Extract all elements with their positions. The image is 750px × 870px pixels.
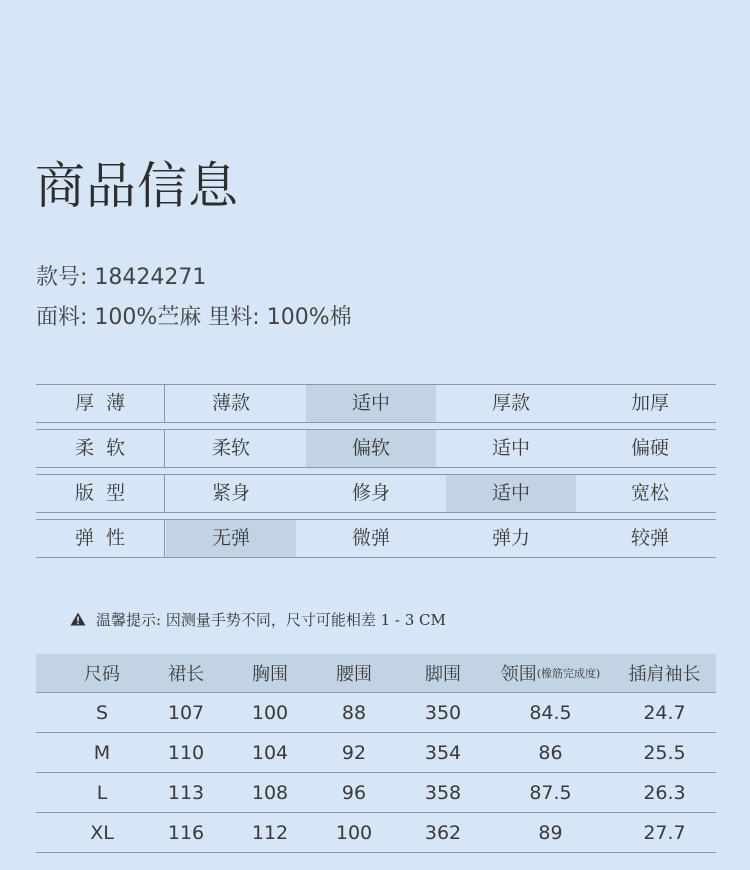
attr-label: 弹性 xyxy=(36,520,165,557)
table-cell: 113 xyxy=(167,781,205,804)
attr-option: 薄款 xyxy=(211,392,250,414)
attr-option-selected: 无弹 xyxy=(166,520,296,557)
attr-option: 适中 xyxy=(491,437,530,459)
attr-row-elasticity xyxy=(36,519,716,558)
table-cell: 350 xyxy=(424,701,462,724)
attr-option: 柔软 xyxy=(211,437,250,459)
table-row xyxy=(36,773,716,813)
header-skirt-length: 裙长 xyxy=(168,664,204,685)
table-cell: 87.5 xyxy=(529,781,572,804)
table-cell: 358 xyxy=(424,781,462,804)
attr-option-selected: 适中 xyxy=(446,475,576,512)
header-size: 尺码 xyxy=(84,664,120,685)
header-neck-label: 领围 xyxy=(500,664,537,685)
fabric-info: 面料: 100%苎麻 里料: 100%棉 xyxy=(36,305,352,330)
table-cell: 104 xyxy=(251,741,289,764)
table-cell: 89 xyxy=(538,821,563,844)
table-header xyxy=(36,654,716,693)
size-notice xyxy=(70,609,446,630)
table-cell: 27.7 xyxy=(643,821,686,844)
attr-row-fit xyxy=(36,474,716,513)
attr-label: 版型 xyxy=(36,475,165,512)
table-cell: S xyxy=(95,701,109,724)
attr-option: 修身 xyxy=(351,482,390,504)
table-cell: 100 xyxy=(335,821,373,844)
table-cell: 362 xyxy=(424,821,462,844)
table-cell: M xyxy=(93,741,111,764)
table-cell: 25.5 xyxy=(643,741,686,764)
table-cell: 96 xyxy=(341,781,367,804)
table-cell: XL xyxy=(90,821,114,844)
table-cell: 86 xyxy=(538,741,563,764)
attr-option: 微弹 xyxy=(351,527,390,549)
attr-option-selected: 适中 xyxy=(306,385,436,422)
style-number: 款号: 18424271 xyxy=(36,265,207,290)
attr-option: 紧身 xyxy=(211,482,250,504)
table-cell: 88 xyxy=(341,701,367,724)
table-cell: 110 xyxy=(167,741,205,764)
header-neck-note: (橡筋完成度) xyxy=(536,667,601,680)
table-row xyxy=(36,733,716,773)
attr-label: 厚薄 xyxy=(36,385,165,422)
table-cell: 24.7 xyxy=(643,701,686,724)
table-cell: 26.3 xyxy=(643,781,686,804)
table-cell: 92 xyxy=(341,741,367,764)
table-cell: 116 xyxy=(167,821,205,844)
attr-option: 加厚 xyxy=(630,392,669,414)
header-sleeve: 插肩袖长 xyxy=(628,664,701,685)
attr-option: 弹力 xyxy=(491,527,530,549)
table-cell: 100 xyxy=(251,701,289,724)
table-row xyxy=(36,813,716,853)
attr-row-softness xyxy=(36,429,716,468)
header-bust: 胸围 xyxy=(252,664,288,685)
header-neck xyxy=(488,654,613,692)
table-cell: 84.5 xyxy=(529,701,572,724)
attr-option-selected: 偏软 xyxy=(306,430,436,467)
attr-option: 厚款 xyxy=(491,392,530,414)
attribute-grid xyxy=(36,384,716,564)
table-cell: 354 xyxy=(424,741,462,764)
table-cell: 107 xyxy=(167,701,205,724)
table-row xyxy=(36,693,716,733)
table-cell: 112 xyxy=(251,821,289,844)
attr-row-thickness xyxy=(36,384,716,423)
size-table xyxy=(36,654,716,853)
header-waist: 腰围 xyxy=(336,664,372,685)
attr-option: 较弹 xyxy=(630,527,669,549)
notice-text: 温馨提示: 因测量手势不同，尺寸可能相差 1 - 3 CM xyxy=(96,611,446,629)
attr-option: 偏硬 xyxy=(630,437,669,459)
page-title: 商品信息 xyxy=(35,157,239,215)
warning-icon xyxy=(70,612,86,630)
table-cell: 108 xyxy=(251,781,289,804)
attr-label: 柔软 xyxy=(36,430,165,467)
attr-option: 宽松 xyxy=(630,482,669,504)
header-hem: 脚围 xyxy=(425,664,461,685)
table-cell: L xyxy=(96,781,108,804)
